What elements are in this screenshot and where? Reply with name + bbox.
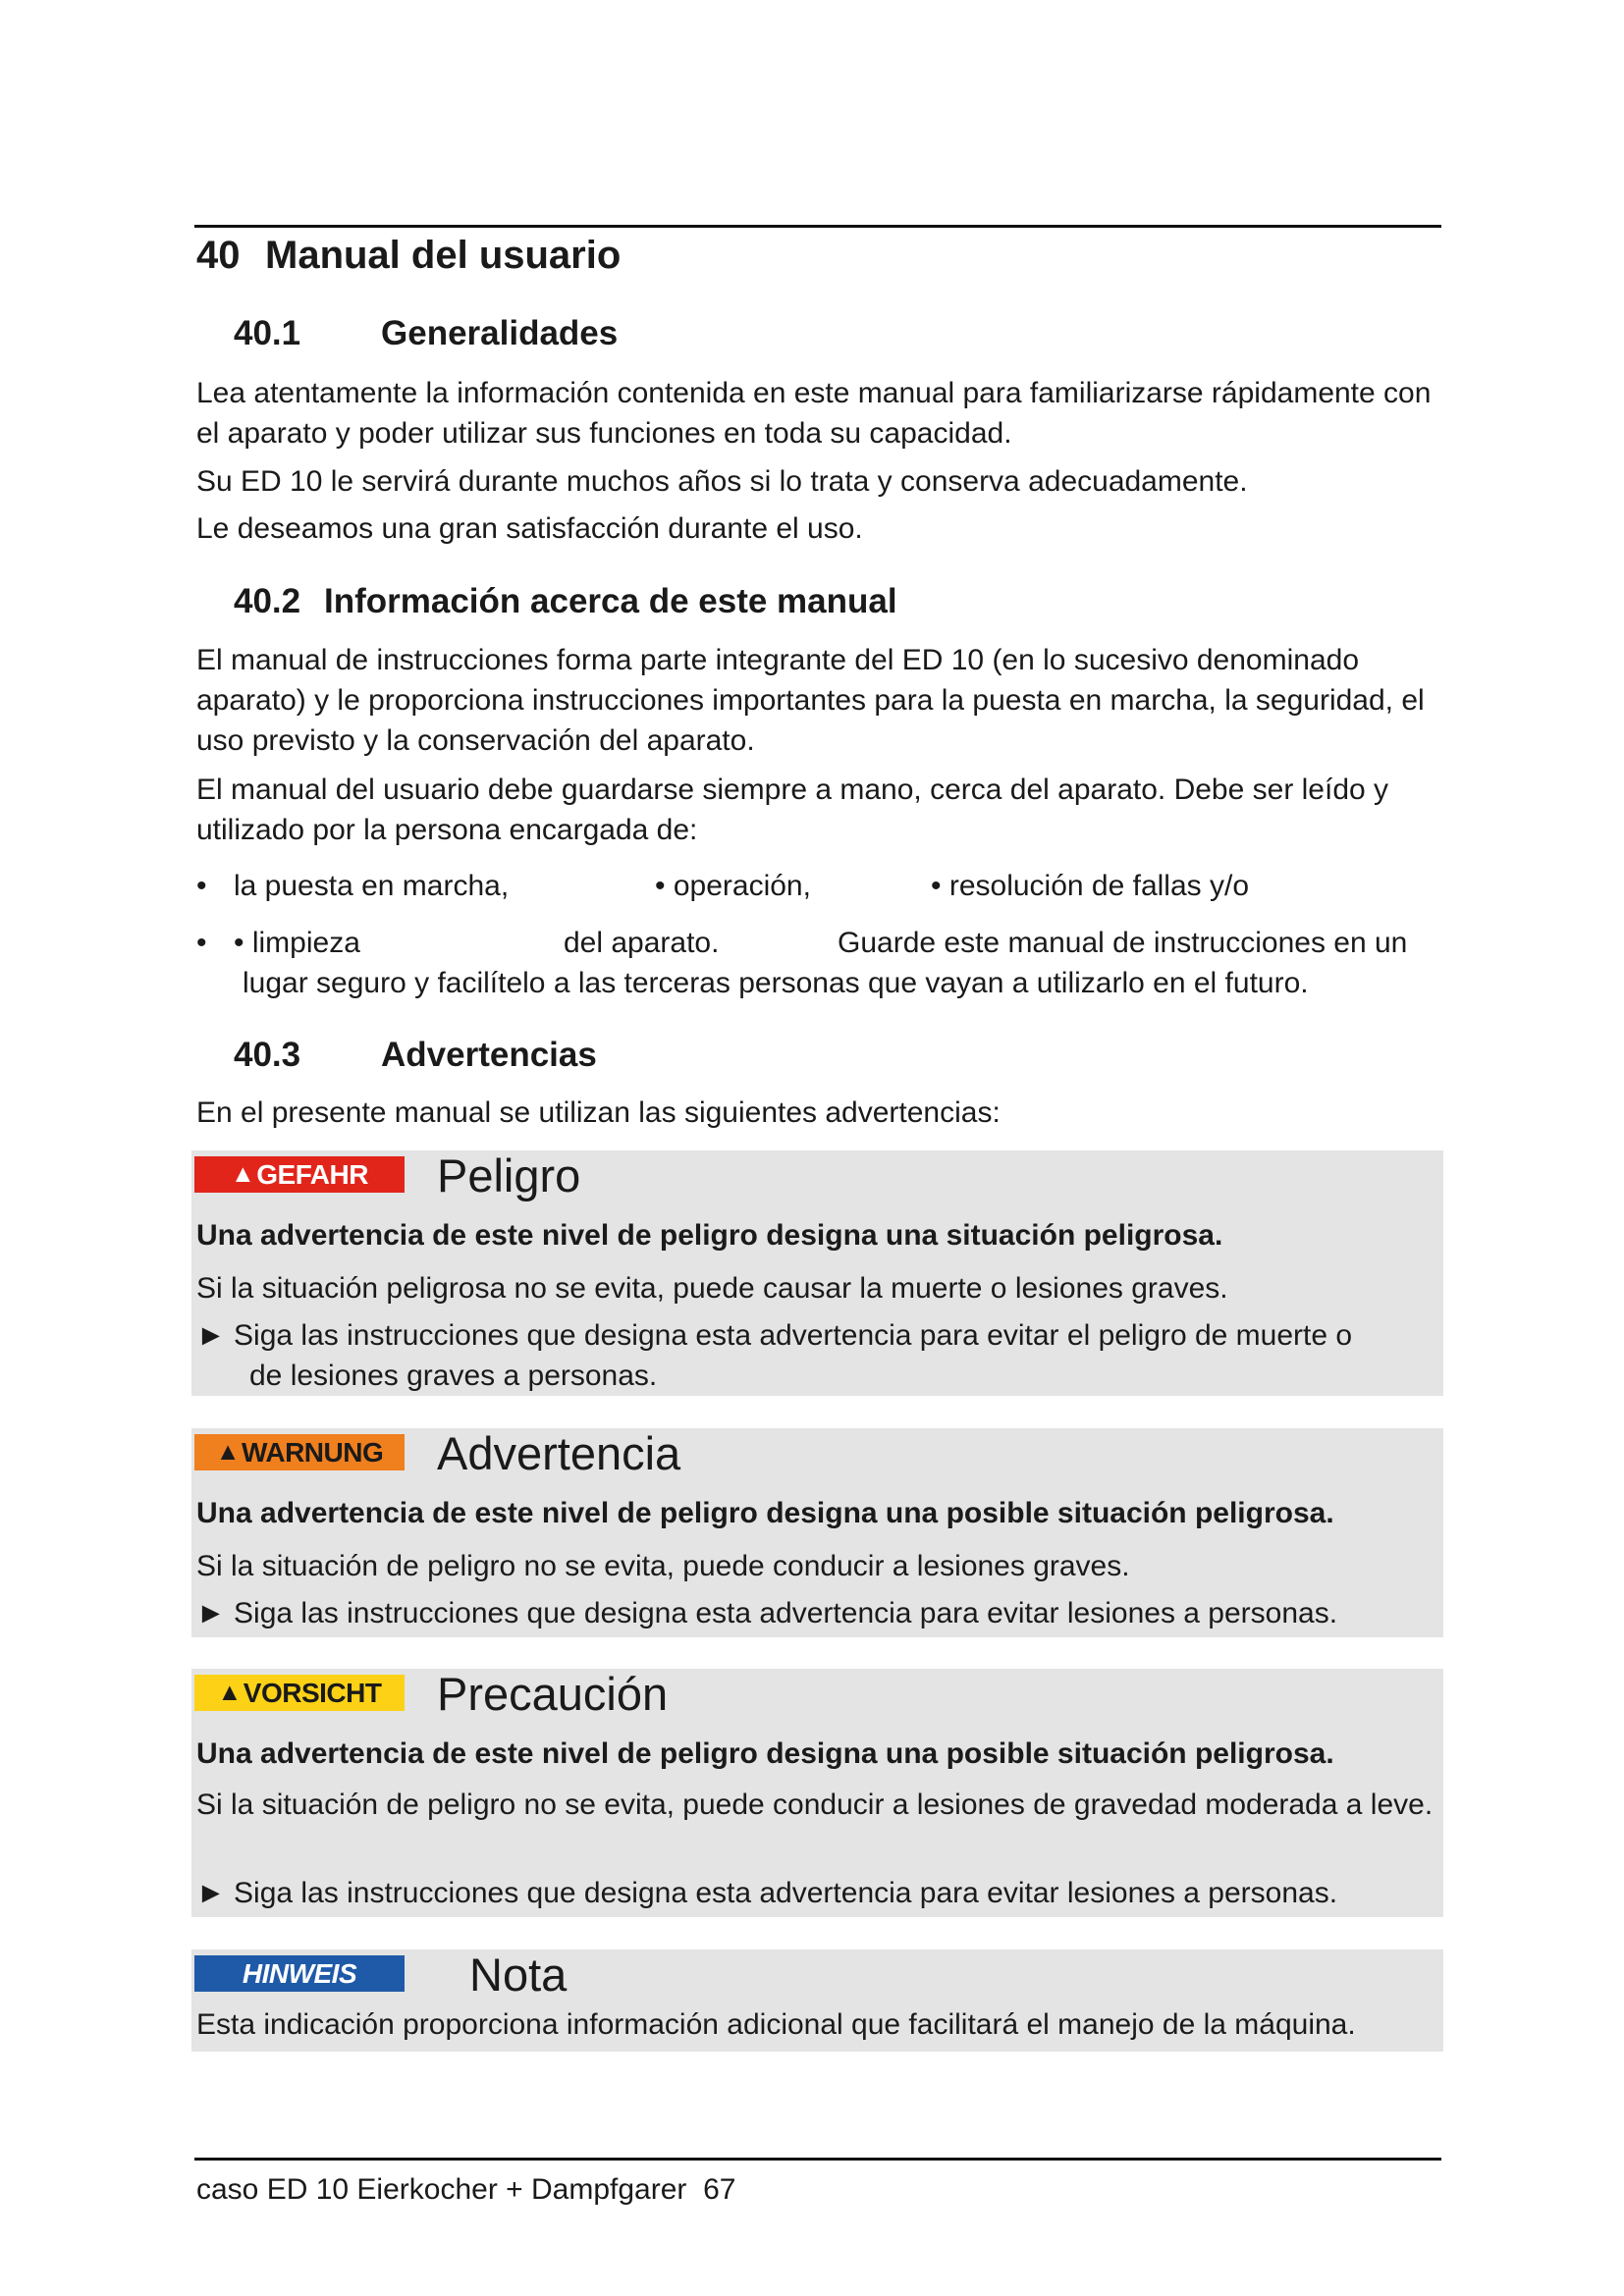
right-pointer-icon: ► xyxy=(196,1877,226,1909)
section-title: Advertencias xyxy=(381,1036,597,1074)
warning-consequence: Si la situación de peligro no se evita, puede conducir a lesiones graves. xyxy=(196,1550,1130,1582)
paragraph: Lea atentamente la información contenida en este manual para familiarizarse rápidamente con el aparato y poder utilizar sus funciones en toda su capacidad. xyxy=(196,377,1432,450)
gefahr-label: ▲ GEFAHR xyxy=(194,1156,405,1193)
list-item: la puesta en marcha, xyxy=(234,870,510,902)
hinweis-label: HINWEIS xyxy=(194,1955,405,1992)
section-heading-40-2 xyxy=(234,582,897,621)
section-title: Generalidades xyxy=(381,314,619,352)
warning-definition: Una advertencia de este nivel de peligro designa una posible situación peligrosa. xyxy=(196,1497,1334,1529)
note-text: Esta indicación proporciona información adicional que facilitará el manejo de la máquina. xyxy=(196,2008,1356,2041)
list-item: • operación, xyxy=(655,870,811,902)
warning-box-advertencia xyxy=(191,1428,1443,1637)
list-item: del aparato. xyxy=(564,927,720,959)
note-box xyxy=(191,1949,1443,2052)
warning-action-continuation: de lesiones graves a personas. xyxy=(249,1360,658,1392)
warning-action: ► Siga las instrucciones que designa esta advertencia para evitar lesiones a personas. xyxy=(196,1597,1338,1629)
footer-rule xyxy=(194,2158,1441,2161)
warning-triangle-icon: ▲ xyxy=(231,1160,255,1188)
warning-consequence: Si la situación de peligro no se evita, puede conducir a lesiones de gravedad moderada a leve. xyxy=(196,1789,1434,1821)
warning-box-peligro xyxy=(191,1150,1443,1396)
paragraph: Le deseamos una gran satisfacción durante el uso. xyxy=(196,512,863,545)
section-number: 40.3 xyxy=(234,1036,301,1074)
top-rule xyxy=(194,225,1441,228)
chapter-heading xyxy=(196,234,621,278)
warning-triangle-icon: ▲ xyxy=(215,1438,240,1466)
section-number: 40.2 xyxy=(234,582,301,620)
list-item-continuation: lugar seguro y facilítelo a las terceras personas que vayan a utilizarlo en el futuro. xyxy=(243,967,1309,999)
list-item: • limpieza xyxy=(234,927,360,959)
bullet-list-item: • xyxy=(196,870,207,902)
warning-title: Precaución xyxy=(437,1668,669,1720)
list-item: Guarde este manual de instrucciones en un xyxy=(838,927,1408,959)
warning-action: ► Siga las instrucciones que designa esta advertencia para evitar lesiones a personas. xyxy=(196,1877,1338,1909)
warning-triangle-icon: ▲ xyxy=(217,1679,242,1706)
section-number: 40.1 xyxy=(234,314,301,352)
warning-box-precaucion xyxy=(191,1669,1443,1917)
vorsicht-label: ▲ VORSICHT xyxy=(194,1675,405,1711)
page-number: 67 xyxy=(703,2173,736,2206)
chapter-number: 40 xyxy=(196,234,241,277)
right-pointer-icon: ► xyxy=(196,1319,226,1352)
warning-title: Peligro xyxy=(437,1149,581,1201)
paragraph: El manual de instrucciones forma parte integrante del ED 10 (en lo sucesivo denominado aparato) y le proporciona instrucciones importantes para la puesta en marcha, la seguridad, el uso previsto y la conservación del aparato. xyxy=(196,644,1425,757)
warning-title: Advertencia xyxy=(437,1427,681,1479)
bullet-list-item: • xyxy=(196,927,207,959)
paragraph: Su ED 10 le servirá durante muchos años si lo trata y conserva adecuadamente. xyxy=(196,465,1248,498)
section-heading-40-1 xyxy=(234,314,618,353)
warnung-label: ▲ WARNUNG xyxy=(194,1434,405,1470)
warning-definition: Una advertencia de este nivel de peligro designa una posible situación peligrosa. xyxy=(196,1737,1334,1770)
footer-text: caso ED 10 Eierkocher + Dampfgarer xyxy=(196,2173,687,2206)
right-pointer-icon: ► xyxy=(196,1597,226,1629)
paragraph: En el presente manual se utilizan las siguientes advertencias: xyxy=(196,1096,1001,1129)
note-title: Nota xyxy=(469,1949,568,2001)
section-heading-40-3 xyxy=(234,1036,597,1075)
section-title: Información acerca de este manual xyxy=(324,582,897,620)
warning-action: ► Siga las instrucciones que designa esta advertencia para evitar el peligro de muerte o de lesiones graves a personas. xyxy=(196,1315,1434,1396)
page-footer xyxy=(196,2173,735,2207)
warning-consequence: Si la situación peligrosa no se evita, puede causar la muerte o lesiones graves. xyxy=(196,1272,1228,1305)
warning-definition: Una advertencia de este nivel de peligro designa una situación peligrosa. xyxy=(196,1219,1223,1252)
paragraph: El manual del usuario debe guardarse siempre a mano, cerca del aparato. Debe ser leído y utilizado por la persona encargada de: xyxy=(196,774,1389,846)
chapter-title: Manual del usuario xyxy=(265,234,622,277)
list-item: • resolución de fallas y/o xyxy=(931,870,1250,902)
